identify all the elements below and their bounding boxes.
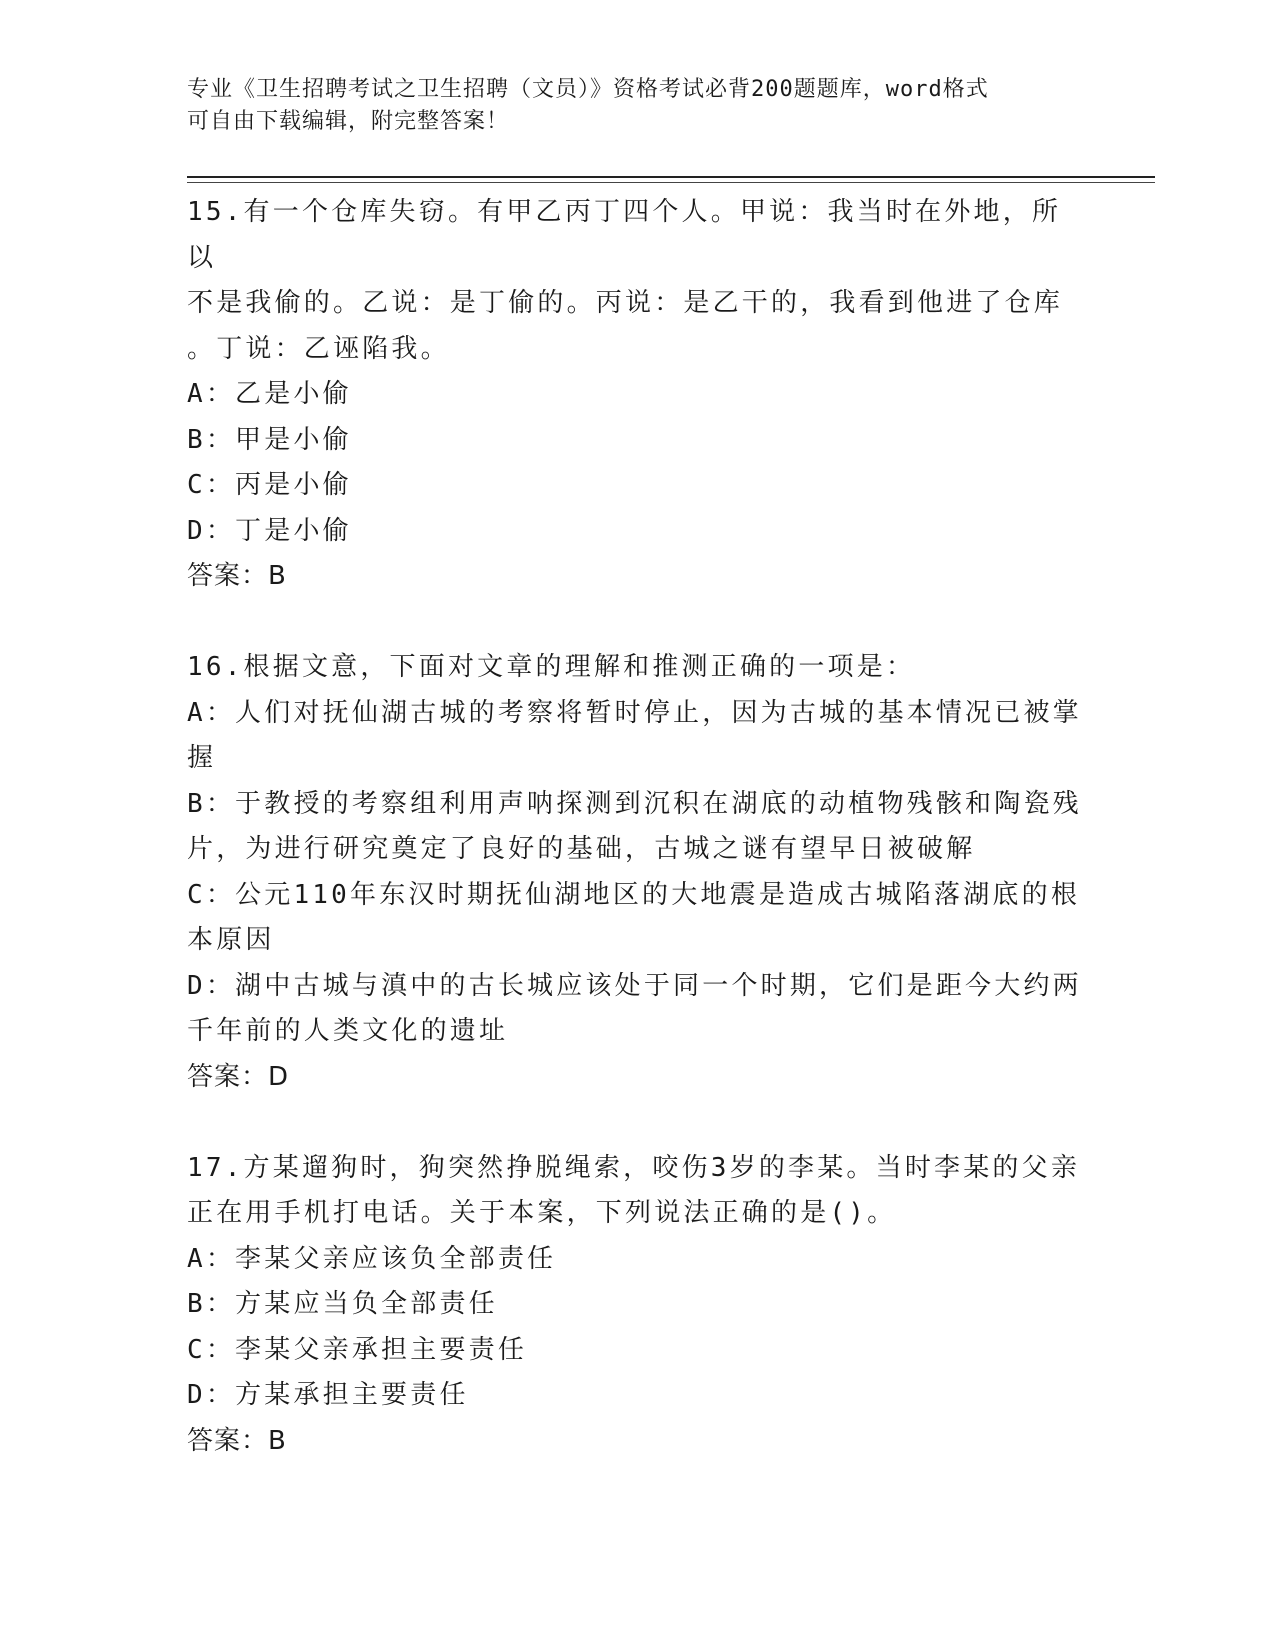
option-b bbox=[187, 1282, 1087, 1328]
option-text-line: D：湖中古城与滇中的古长城应该处于同一个时期，它们是距今大约两 bbox=[187, 970, 1082, 1001]
answer-line: 答案：D bbox=[187, 1061, 290, 1092]
question-spacer bbox=[187, 600, 1087, 646]
option-text-line: A：乙是小偷 bbox=[187, 379, 352, 409]
option-d bbox=[187, 964, 1087, 1055]
option-text-line: 握 bbox=[187, 743, 217, 773]
question-stem-line: 正在用手机打电话。关于本案，下列说法正确的是()。 bbox=[187, 1198, 897, 1228]
option-b bbox=[187, 782, 1087, 873]
option-b bbox=[187, 418, 1087, 464]
option-text-line: D：丁是小偷 bbox=[187, 515, 352, 546]
question-16 bbox=[187, 645, 1087, 1100]
option-text-line: D：方某承担主要责任 bbox=[187, 1380, 469, 1410]
question-stem-line: 15.有一个仓库失窃。有甲乙丙丁四个人。甲说：我当时在外地，所以 bbox=[187, 197, 1062, 273]
document-header bbox=[187, 74, 1067, 138]
option-text-line: C：公元110年东汉时期抚仙湖地区的大地震是造成古城陷落湖底的根 bbox=[187, 879, 1081, 910]
header-line-2: 可自由下载编辑，附完整答案！ bbox=[187, 109, 510, 134]
question-15 bbox=[187, 190, 1087, 600]
option-text-line: 本原因 bbox=[187, 925, 275, 955]
option-text-line: 片，为进行研究奠定了良好的基础，古城之谜有望早日被破解 bbox=[187, 834, 976, 864]
option-text-line: A：李某父亲应该负全部责任 bbox=[187, 1243, 557, 1274]
header-divider-thin bbox=[187, 182, 1155, 183]
option-text-line: B：于教授的考察组利用声呐探测到沉积在湖底的动植物残骸和陶瓷残 bbox=[187, 788, 1082, 819]
option-d bbox=[187, 1373, 1087, 1419]
option-text-line: A：人们对抚仙湖古城的考察将暂时停止，因为古城的基本情况已被掌 bbox=[187, 697, 1082, 728]
answer-line: 答案：B bbox=[187, 561, 287, 591]
answer-line: 答案：B bbox=[187, 1425, 287, 1456]
option-c bbox=[187, 873, 1087, 964]
question-17 bbox=[187, 1146, 1087, 1465]
option-text-line: B：甲是小偷 bbox=[187, 424, 352, 455]
question-stem-line: 。丁说：乙诬陷我。 bbox=[187, 333, 450, 364]
question-stem-line: 17.方某遛狗时，狗突然挣脱绳索，咬伤3岁的李某。当时李某的父亲 bbox=[187, 1152, 1081, 1183]
question-stem-line: 16.根据文意，下面对文章的理解和推测正确的一项是： bbox=[187, 652, 916, 682]
question-spacer bbox=[187, 1100, 1087, 1146]
option-text-line: 千年前的人类文化的遗址 bbox=[187, 1016, 509, 1046]
option-text-line: B：方某应当负全部责任 bbox=[187, 1289, 498, 1319]
header-line-1: 专业《卫生招聘考试之卫生招聘（文员）》资格考试必背200题题库，word格式 bbox=[187, 77, 989, 102]
option-text-line: C：李某父亲承担主要责任 bbox=[187, 1334, 528, 1365]
option-a bbox=[187, 691, 1087, 782]
header-divider-thick bbox=[187, 176, 1155, 178]
option-c bbox=[187, 463, 1087, 509]
question-stem-line: 不是我偷的。乙说：是丁偷的。丙说：是乙干的，我看到他进了仓库 bbox=[187, 288, 1064, 318]
option-c bbox=[187, 1328, 1087, 1374]
option-a bbox=[187, 1237, 1087, 1283]
option-a bbox=[187, 372, 1087, 418]
question-list bbox=[187, 190, 1087, 1464]
option-text-line: C：丙是小偷 bbox=[187, 470, 352, 500]
option-d bbox=[187, 509, 1087, 555]
